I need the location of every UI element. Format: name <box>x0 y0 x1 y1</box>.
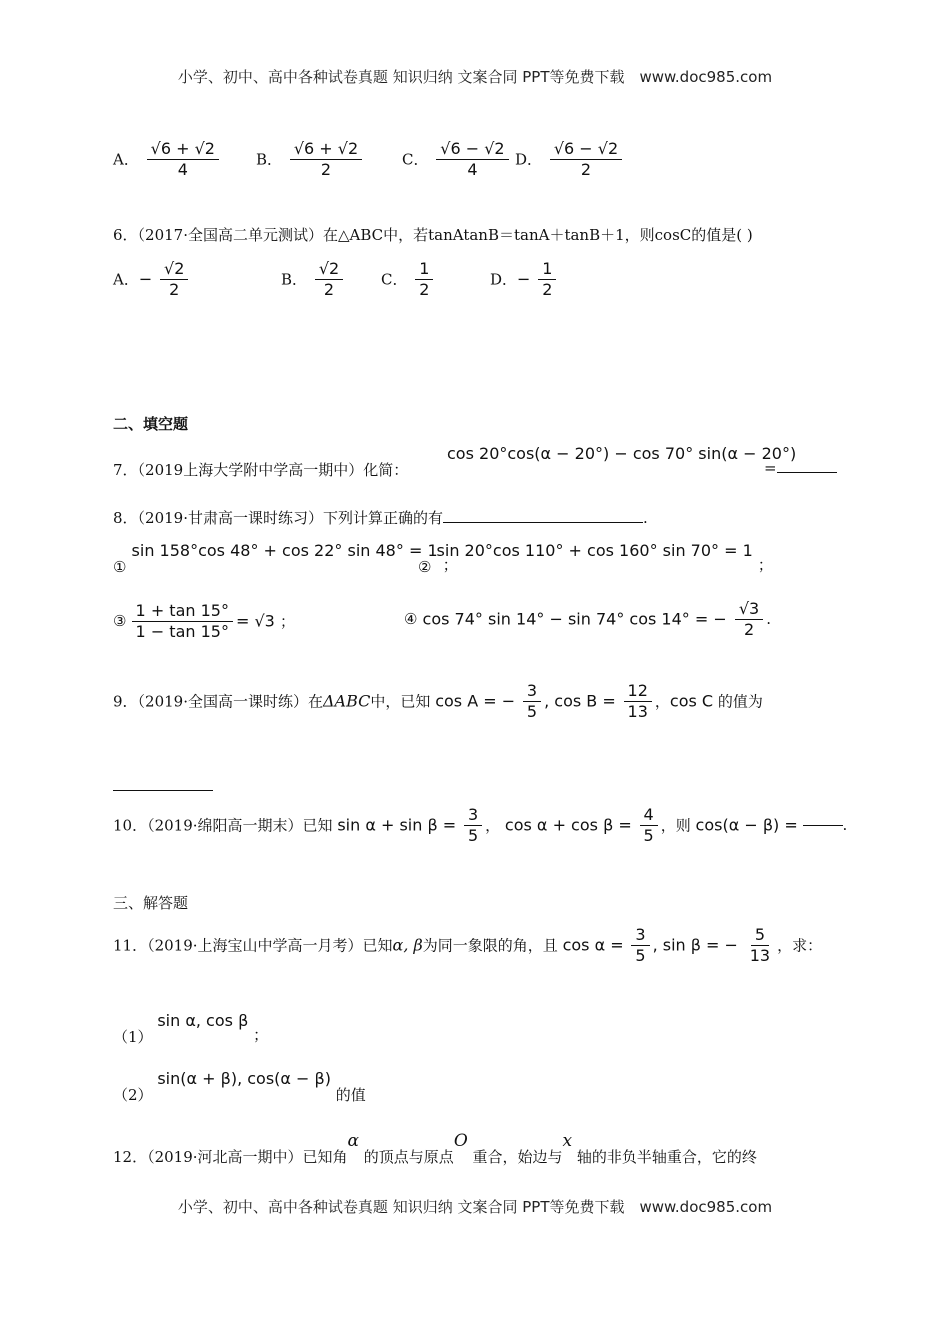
option-fraction <box>550 140 622 178</box>
part-label: （1） <box>113 1028 153 1046</box>
option-fraction <box>147 140 219 178</box>
fraction-denominator: 1 − tan 15° <box>135 621 229 641</box>
q11-tail: ，求： <box>777 936 823 955</box>
fraction-numerator: √6 + √2 <box>290 140 362 160</box>
cos-c-expr: cos C <box>669 691 714 711</box>
q12-line <box>113 1130 757 1166</box>
circled-number: ③ <box>113 612 127 631</box>
triangle-abc: ΔABC <box>323 691 371 711</box>
alpha-symbol: α <box>347 1131 360 1151</box>
option-label: C． <box>381 270 408 289</box>
fraction-denominator: 2 <box>419 279 430 299</box>
q5-option-d[interactable] <box>515 140 625 178</box>
fraction-denominator: 5 <box>643 825 654 845</box>
fraction-denominator: 2 <box>542 279 553 299</box>
q7-stem: 7．（2019上海大学附中学高一期中）化简： <box>113 461 409 479</box>
cos-alpha-expr: cos α = <box>562 935 624 955</box>
q11-mid-text: 为同一象限的角，且 <box>422 936 558 955</box>
q6-stem: 6．（2017·全国高二单元测试）在△ABC中，若tanAtanB＝tanA＋tanB＋1，则cosC的值是( ) <box>113 226 753 244</box>
option-fraction <box>290 140 362 178</box>
fraction-denominator: 4 <box>177 159 188 179</box>
item-expression: sin 20°cos 110° + cos 160° sin 70° = 1 <box>436 541 753 560</box>
q9-mid-text: 中，已知 <box>370 692 431 711</box>
item-separator: ； <box>442 556 458 574</box>
answer-blank[interactable] <box>777 472 837 473</box>
option-label: A． <box>113 150 139 169</box>
fraction-numerator: 5 <box>751 926 769 946</box>
fraction-denominator: 2 <box>743 619 755 639</box>
fraction-denominator: 5 <box>467 825 479 845</box>
q11-part-1 <box>113 1010 269 1046</box>
x-axis-symbol: x <box>562 1131 573 1151</box>
item-separator: ； <box>757 556 773 574</box>
comma: ， <box>485 816 501 835</box>
option-label: D． <box>490 270 518 289</box>
q10-stem: 10．（2019·绵阳高一期末）已知 <box>113 816 333 835</box>
comma: ， <box>654 692 670 711</box>
answer-blank[interactable] <box>443 522 643 523</box>
circled-number: ④ <box>404 610 418 629</box>
q9-tail: 的值为 <box>717 692 763 711</box>
fraction-denominator: 13 <box>627 701 648 721</box>
option-fraction <box>160 260 188 298</box>
fraction-numerator: 12 <box>624 682 652 702</box>
part-tail: 的值 <box>335 1086 366 1104</box>
item-separator: ； <box>279 612 295 631</box>
sum-cos-fraction <box>640 806 658 844</box>
q8-item-2 <box>418 540 773 576</box>
answer-blank[interactable] <box>113 790 213 791</box>
fraction-numerator: √6 + √2 <box>147 140 219 160</box>
q8-item-1 <box>113 540 458 576</box>
cos-b-expr: , cos B = <box>544 691 616 711</box>
q8-period: . <box>643 509 648 527</box>
fraction-denominator: 13 <box>749 945 771 965</box>
q11-line <box>113 926 822 964</box>
q12-text-2: 重合，始边与 <box>472 1148 563 1166</box>
q5-option-b[interactable] <box>256 140 365 178</box>
section-title-solve: 三、解答题 <box>113 894 189 912</box>
option-label: B． <box>256 150 283 169</box>
q8-item-3 <box>113 602 295 640</box>
part-separator: ； <box>253 1026 269 1044</box>
q12-stem: 12．（2019·河北高一期中）已知角 <box>113 1148 348 1166</box>
item-expression: cos 74° sin 14° − sin 74° cos 14° = − <box>422 609 727 629</box>
q11-stem: 11．（2019·上海宝山中学高一月考）已知 <box>113 936 393 955</box>
option-fraction <box>415 260 433 298</box>
sum-cos-expr: cos α + cos β = <box>504 815 632 835</box>
fraction-numerator: 4 <box>640 806 658 826</box>
q9-stem: 9．（2019·全国高一课时练）在 <box>113 692 323 711</box>
cos-b-fraction <box>624 682 652 720</box>
fraction-denominator: 5 <box>526 701 538 721</box>
q11-part-2 <box>113 1068 366 1104</box>
fraction-numerator: 1 <box>538 260 556 280</box>
origin-symbol: O <box>453 1131 468 1151</box>
circled-number: ② <box>418 558 432 576</box>
item-rhs: = √3 <box>235 611 275 631</box>
fraction-denominator: 2 <box>169 279 180 299</box>
fraction-numerator: √2 <box>160 260 188 280</box>
fraction-denominator: 2 <box>323 279 335 299</box>
q6-option-d[interactable] <box>490 260 559 298</box>
fraction-denominator: 5 <box>635 945 646 965</box>
part-label: （2） <box>113 1086 153 1104</box>
cos-a-fraction <box>523 682 541 720</box>
q8-stem-text: 8．（2019·甘肃高一课时练习）下列计算正确的有 <box>113 509 443 527</box>
fraction-denominator: 2 <box>580 159 592 179</box>
item-expression: sin 158°cos 48° + cos 22° sin 48° = 1 <box>131 541 438 560</box>
fraction-numerator: √6 − √2 <box>436 140 508 160</box>
q7-answer[interactable] <box>764 459 837 477</box>
fraction-numerator: √6 − √2 <box>550 140 622 160</box>
q10-line <box>113 806 847 844</box>
alpha-beta: α, β <box>392 935 423 955</box>
cos-a-expr: cos A = − <box>435 691 516 711</box>
sum-sin-fraction <box>464 806 482 844</box>
q6-option-b[interactable] <box>281 260 346 298</box>
option-fraction <box>315 260 343 298</box>
option-label: A． <box>113 270 139 289</box>
q9-line <box>113 682 763 720</box>
fraction-numerator: 3 <box>523 682 541 702</box>
q5-option-a[interactable] <box>113 140 222 178</box>
option-label: D． <box>515 150 543 169</box>
fraction-numerator: 1 <box>415 260 433 280</box>
fraction-denominator: 2 <box>320 159 332 179</box>
fraction-numerator: 3 <box>631 926 649 946</box>
option-fraction <box>538 260 556 298</box>
page-footer: 小学、初中、高中各种试卷真题 知识归纳 文案合同 PPT等免费下载 www.doc985.com <box>177 1198 773 1216</box>
page-header: 小学、初中、高中各种试卷真题 知识归纳 文案合同 PPT等免费下载 www.doc985.com <box>177 68 773 86</box>
q6-option-c[interactable] <box>381 260 436 298</box>
part-expression: sin(α + β), cos(α − β) <box>157 1069 331 1088</box>
fraction-numerator: √2 <box>315 260 343 280</box>
fraction-denominator: 4 <box>467 159 478 179</box>
q5-option-c[interactable] <box>402 140 512 178</box>
q7-expression: cos 20°cos(α − 20°) − cos 70° sin(α − 20°) <box>447 444 797 463</box>
equals-sign: = <box>764 459 777 477</box>
option-label: C． <box>402 150 429 169</box>
sin-beta-fraction <box>746 926 774 964</box>
fraction-numerator: 3 <box>464 806 482 826</box>
option-sign: − <box>517 269 531 289</box>
q8-item-4 <box>404 600 771 638</box>
option-sign: − <box>138 269 153 289</box>
circled-number: ① <box>113 558 127 576</box>
cos-diff-expr: cos(α − β) = <box>695 815 798 835</box>
sum-sin-expr: sin α + sin β = <box>337 815 457 835</box>
cos-alpha-fraction <box>631 926 649 964</box>
item-separator: . <box>766 610 771 629</box>
q12-text-1: 的顶点与原点 <box>363 1148 454 1166</box>
q12-text-3: 轴的非负半轴重合，它的终 <box>576 1148 757 1166</box>
sin-beta-expr: , sin β = − <box>652 935 738 955</box>
answer-blank[interactable] <box>803 825 843 826</box>
item-fraction <box>132 602 233 640</box>
fraction-numerator: √3 <box>735 600 763 620</box>
q8-stem <box>113 507 648 528</box>
section-title-fill-in: 二、填空题 <box>113 415 189 433</box>
q6-option-a[interactable] <box>113 260 191 298</box>
fraction-numerator: 1 + tan 15° <box>132 602 233 622</box>
part-expression: sin α, cos β <box>157 1011 249 1030</box>
q10-period: . <box>842 816 848 835</box>
item-fraction <box>735 600 763 638</box>
option-fraction <box>436 140 508 178</box>
option-label: B． <box>281 270 308 289</box>
then-text: ，则 <box>660 816 691 835</box>
